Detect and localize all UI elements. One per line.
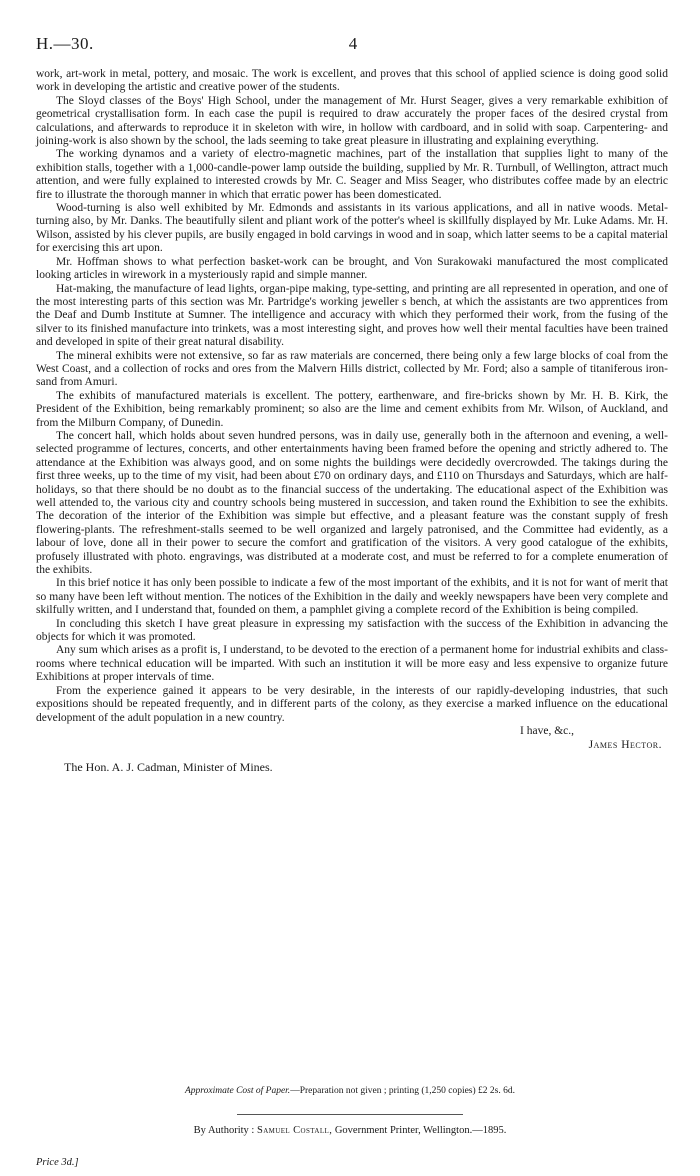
paragraph: In concluding this sketch I have great pleasure in expressing my satisfaction with the success of the Exhibition in advancing the objects for which it was promoted. (36, 617, 668, 644)
page-header (36, 34, 670, 56)
paragraph: Hat-making, the manufacture of lead lights, organ-pipe making, type-setting, and printing are all represented in operation, and one of the most interesting parts of this section was Mr. Partridge's working jeweller s bench, at which the assistants are two apprentices from the Deaf and Dumb Institute at Sumner. The intelligence and accuracy with which they performed their work, from the fusing of the silver to its finished manufacture into trinkets, was a most interesting sight, and proves how well their mental faculties have been trained and developed in spite of their great natural disability. (36, 282, 668, 349)
paragraph: The working dynamos and a variety of electro-magnetic machines, part of the installation that supplies light to many of the exhibition stalls, together with a 1,000-candle-power lamp outside the building, supplied by Mr. R. Turnbull, of Wellington, attract much attention, and were fully explained to interested crowds by Mr. C. Seager and Miss Seager, who distributes coffee made by an electric fire to illustrate the thorough manner in which that erratic power has been domesticated. (36, 148, 668, 201)
signature: James Hector. (588, 738, 662, 751)
cost-label: Approximate Cost of Paper. (184, 1086, 291, 1096)
paragraph: Mr. Hoffman shows to what perfection basket-work can be brought, and Von Surakowaki manufactured the most complicated looking articles in wirework in a mysteriously rapid and simple manner. (36, 255, 668, 282)
paragraph: Any sum which arises as a profit is, I understand, to be devoted to the erection of a permanent home for industrial exhibits and class-rooms where technical education will be imparted. With such an institution it will be more easy and less expensive to organize future Exhibitions at proper intervals of time. (36, 644, 668, 684)
cost-note (0, 1086, 700, 1096)
paragraph: The mineral exhibits were not extensive, so far as raw materials are concerned, there being only a few large blocks of coal from the West Coast, and a collection of rocks and ores from the Malvern Hills district, collected by Mr. Ford; also a sample of titaniferous iron-sand from Amuri. (36, 349, 668, 389)
closing-line (36, 725, 668, 739)
salutation: I have, &c., (520, 724, 574, 737)
addressee: The Hon. A. J. Cadman, Minister of Mines. (64, 759, 273, 774)
paragraph: Wood-turning is also well exhibited by Mr. Edmonds and assistants in its various applications, and all in native woods. Metal-turning also, by Mr. Danks. The beautifully silent and pliant work of the potter's wheel is skillfully displayed by Mr. Luke Adams. Mr. H. Wilson, assisted by his clever pupils, are busily engaged in bold carvings in wood and in soap, which latter seems to be a capital material for exercising this art upon. (36, 202, 668, 255)
price-note: Price 3d.] (36, 1157, 79, 1168)
page-number: 4 (348, 34, 358, 53)
imprint-suffix: Government Printer, Wellington.—1895. (334, 1125, 507, 1136)
cost-text: —Preparation not given ; printing (1,250 copies) £2 2s. 6d. (290, 1086, 515, 1096)
imprint-prefix: By Authority : (193, 1125, 255, 1136)
divider-rule (237, 1114, 463, 1115)
paragraph: work, art-work in metal, pottery, and mosaic. The work is excellent, and proves that this school of applied science is doing good solid work in developing the artistic and creative power of the students. (36, 68, 668, 94)
paragraph: The exhibits of manufactured materials is excellent. The pottery, earthenware, and fire-bricks shown by Mr. H. B. Kirk, the President of the Exhibition, being remarkably prominent; so also are the lime and cement exhibits from Mr. Wilson, of Auckland, and from the Milburn Company, of Dunedin. (36, 389, 668, 429)
paragraph: In this brief notice it has only been possible to indicate a few of the most important of the exhibits, and it is not for want of merit that so many have been left without mention. The notices of the Exhibition in the daily and weekly newspapers have been very complete and skilfully written, and I understand that, founded on them, a pamphlet giving a complete record of the Exhibition is being compiled. (36, 577, 668, 617)
printer-imprint (0, 1125, 700, 1136)
printer-name: Samuel Costall, (256, 1125, 333, 1136)
report-body (36, 68, 668, 774)
document-reference: H.—30. (36, 34, 94, 53)
paragraph: From the experience gained it appears to be very desirable, in the interests of our rapidly-developing industries, that such expositions should be repeated frequently, and in different parts of the colony, as they exercise a marked influence on the educational development of the adult population in a new country. (36, 684, 668, 724)
paragraph: The concert hall, which holds about seven hundred persons, was in daily use, generally both in the afternoon and evening, a well-selected programme of lectures, concerts, and other entertainments having been framed before the opening and strictly adhered to. The attendance at the Exhibition was always good, and on some nights the buildings were decidedly overcrowded. The takings during the first three weeks, up to the time of my visit, had been about £70 on ordinary days, and £110 on Thursdays and Saturdays, which are half-holidays, so that there should be no doubt as to the financial success of the undertaking. The educational aspect of the Exhibition was well attended to, the various city and country schools being mustered in succession, and taken round the Exhibition to see the exhibits. The decoration of the interior of the Exhibition was simple but effective, and a pleasant feature was the constant supply of fresh flowering-plants. The refreshment-stalls seemed to be well organized and largely patronised, and the Committee had evidently, as a labour of love, done all in their power to secure the comfort and gratification of the visitors. A very good catalogue of the exhibits, profusely illustrated with photo. engravings, was distributed at a moderate cost, and must be referred to for a complete enumeration of the exhibits. (36, 429, 668, 577)
paragraph: The Sloyd classes of the Boys' High School, under the management of Mr. Hurst Seager, gives a very remarkable exhibition of geometrical crystallisation form. In each case the pupil is required to draw accurately the proper faces of the desired crystal from calculations, and afterwards to reproduce it in skeleton with wire, in hollow with cardboard, and in solid with soap. Carpentering- and joining-work is also shown by the school, the lads seeming to take great pleasure in illustrating and explaining everything. (36, 94, 668, 148)
